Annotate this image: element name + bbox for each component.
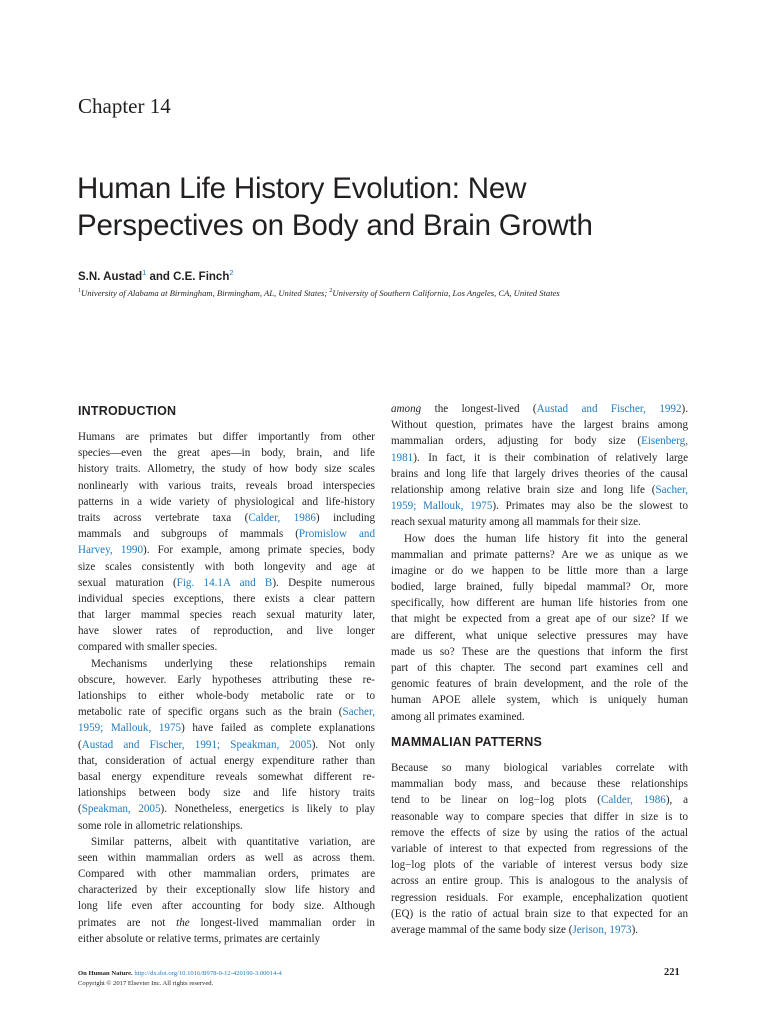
text-line [78,559,375,575]
body-text: long life even after accounting for body size. Although [78,900,375,913]
text-line [391,466,688,482]
body-text: Similar patterns, albeit with quantitative variation, are [91,835,375,848]
body-text: ( [78,738,82,751]
text-line [391,547,688,563]
citation-link[interactable]: Harvey, 1990 [78,544,144,557]
section-heading-mammalian-patterns: MAMMALIAN PATTERNS [391,735,543,749]
text-line [78,575,375,591]
text-line [391,514,688,530]
title-line: Perspectives on Body and Brain Growth [77,209,593,242]
citation-link[interactable]: Promislow and [298,528,375,541]
citation-link[interactable]: Austad and Fischer, 1991; Speakman, 2005 [81,738,312,751]
text-line [391,531,688,547]
body-text: brains and long life that largely drives theories of the causal [391,467,688,480]
citation-link[interactable]: Sacher, [342,706,375,719]
text-line [391,579,688,595]
body-text: characterized by their exceptionally slow life history and [78,884,375,897]
text-line [391,450,688,466]
text-line [78,785,375,801]
body-text: Without question, primates have the largest brains among [391,419,688,432]
body-text: ) including [315,511,376,524]
body-text: ). Not only [311,738,375,751]
text-line [391,482,688,498]
right-column-text-bottom [391,760,688,938]
body-text: relationship among relative brain size and long life ( [391,483,656,496]
body-text: mammals and subgroups of mammals ( [78,528,299,541]
text-line [78,591,375,607]
citation-link[interactable]: 1959; Mallouk, 1975 [78,722,182,735]
text-line [391,841,688,857]
text-line [78,526,375,542]
affiliation-marker: 2 [329,288,333,295]
text-line [78,737,375,753]
body-text: log−log plots of the variable of interest versus body size [391,859,688,872]
body-text: traits across vertebrate taxa ( [78,511,249,524]
emphasis-text: the [176,916,190,929]
body-text: lationships to either whole-body metabolic rate or to [78,690,375,702]
text-line [391,628,688,644]
text-line [391,417,688,433]
text-line [78,915,375,931]
text-line [78,818,375,834]
body-text: reach sexual maturity among all mammals for their size. [391,516,641,529]
text-line [78,672,375,688]
body-text: some role in allometric relationships. [78,819,243,832]
body-text: Humans are primates but differ importantly from other [78,431,375,443]
body-text: ( [78,803,82,816]
citation-link[interactable]: 1981 [391,451,414,464]
right-column-text-top [391,401,688,725]
body-text: across an entire group. This is analogous to the analysis of [391,875,688,888]
text-line [78,639,375,655]
text-line [78,850,375,866]
text-line [78,542,375,558]
text-line [391,660,688,676]
text-line [78,834,375,850]
body-text: mammalian and primate patterns? Are we as unique as we [391,548,688,561]
body-text: human APOE allele system, which is uniquely human [391,694,688,707]
body-text: size scales consistently with both longevity and age at [78,560,375,573]
body-text: seen within mammalian orders as well as across them. [78,851,375,864]
text-line [78,607,375,623]
body-text: species—even the great apes—in body, brain, and life [78,447,375,460]
body-text: are different, what unique selective pressures may have [391,629,688,642]
body-text: (EQ) is the ratio of actual brain size to that expected for an [391,907,688,920]
body-text: sexual maturation ( [78,576,177,589]
footer-book-line [78,969,282,979]
citation-link[interactable]: 1959; Mallouk, 1975 [391,500,493,513]
footer-citation [78,969,282,989]
footer-copyright: Copyright © 2017 Elsevier Inc. All rights reserved. [78,980,214,987]
body-text: Compared with other mammalian orders, primates are [78,868,375,881]
body-text: ). For example, among primate species, body [143,544,375,557]
text-line [391,709,688,725]
author-affiliation-marker[interactable]: 1 [142,268,147,277]
body-text: genomic features of brain development, and the role of the [391,678,688,691]
body-text: variable of interest to that expected from regressions of the [391,842,688,855]
text-line [391,857,688,873]
body-text: part of this chapter. The second part examines cell and [391,662,688,674]
body-text: tend to be linear on log−log plots ( [391,794,601,807]
text-line [78,478,375,494]
text-line [78,866,375,882]
body-text: mammalian orders, adjusting for body size ( [391,435,642,448]
body-text: reasonable way to compare species that differ in size is to [391,810,688,823]
chapter-label: Chapter 14 [78,94,171,118]
citation-link[interactable]: Speakman, 2005 [81,803,161,816]
body-text: remove the effects of size by using the ratios of the actual [391,826,688,839]
body-text: history traits. Allometry, the study of how body size scales [78,463,375,476]
body-text: mammalian body mass, and because these relationships [391,778,688,791]
body-text: ). In fact, it is their combination of relatively large [413,451,688,464]
body-text: bodied, large brained, fully bipedal mammal? Or, more [391,581,688,594]
text-line [78,494,375,510]
body-text: that might be expected from a great ape of our size? If we [391,613,688,626]
text-line [78,769,375,785]
section-heading-introduction: INTRODUCTION [78,404,177,418]
citation-link[interactable]: Sacher, [655,483,688,496]
text-line [391,644,688,660]
body-text: ). Nonetheless, energetics is likely to play [160,803,376,816]
text-line [391,890,688,906]
text-line [391,692,688,708]
affiliation-marker: 1 [78,288,81,295]
text-line [391,401,688,417]
body-text: have slower rates of reproduction, and live longer [78,625,375,638]
text-line [391,906,688,922]
text-line [391,776,688,792]
body-text: among all primates examined. [391,710,525,723]
citation-link[interactable]: Jerison, 1973 [572,923,632,936]
text-line [78,882,375,898]
citation-link[interactable]: Fig. 14.1A and B [176,576,273,589]
body-text: either absolute or relative terms, primates are certainly [78,932,321,945]
body-text: the longest-lived ( [421,403,537,415]
text-line [78,898,375,914]
body-text: compared with smaller species. [78,641,218,654]
text-line [391,792,688,808]
footer-book-title: On Human Nature. [78,970,133,977]
text-line [391,676,688,692]
text-line [391,809,688,825]
text-line [391,498,688,514]
author-list [78,268,234,283]
text-line [78,931,375,947]
body-text: ). Despite numerous [272,576,376,589]
text-line [391,433,688,449]
text-line [391,563,688,579]
text-line [391,873,688,889]
body-text: primates are not [78,916,177,929]
body-text: lationships between body size and life history traits [78,787,375,800]
body-text: imagine or do we happen to be little more than a large [391,564,688,577]
body-text: that, consideration of actual energy expenditure rather than [78,754,375,767]
author-name: S.N. Austad [78,270,143,283]
emphasis-text: among [391,403,422,415]
author-conjunction: and [146,270,174,283]
body-text: metabolic rate of specific organs such as the brain ( [78,706,343,719]
body-text: that larger mammal species reach sexual maturity later, [78,609,375,622]
author-affiliation-marker[interactable]: 2 [229,268,234,277]
text-line [78,720,375,736]
text-line [78,753,375,769]
page-number: 221 [664,967,680,978]
body-text: ), a [665,794,688,807]
text-line [78,461,375,477]
body-text: regression residuals. For example, encephalization quotient [391,891,688,904]
body-text: Mechanisms underlying these relationships remain [91,657,375,670]
body-text: ). Primates may also be the slowest to [492,500,688,513]
body-text: basal energy expenditure reveals somewhat different re- [78,770,375,783]
text-line [78,688,375,704]
doi-link[interactable]: http://dx.doi.org/10.1016/B978-0-12-420190-3.00014-4 [134,970,282,977]
text-line [391,760,688,776]
text-line [78,429,375,445]
chapter-title [77,170,717,244]
body-text: made us so? These are the questions that inform the first [391,645,688,658]
affiliation-text: University of Southern California, Los Angeles, CA, United States [332,288,560,298]
body-text: ). [631,923,639,936]
text-line [391,922,688,938]
text-line [391,611,688,627]
body-text: nonlinearly with various traits, reveals broad interspecies [78,479,375,492]
citation-link[interactable]: Eisenberg, [641,435,688,448]
affiliations [78,288,560,298]
text-line [78,510,375,526]
title-line: Human Life History Evolution: New [77,172,527,205]
citation-link[interactable]: Austad and Fischer, 1992 [536,403,682,415]
citation-link[interactable]: Calder, 1986 [248,511,316,524]
affiliation-text: University of Alabama at Birmingham, Birmingham, AL, United States; [81,288,330,298]
left-column-text [78,429,375,947]
author-name: C.E. Finch [173,270,230,283]
body-text: obscure, however. Early hypotheses attributing these re- [78,673,375,686]
citation-link[interactable]: Calder, 1986 [600,794,666,807]
body-text: individual species exceptions, there exists a clear pattern [78,592,375,605]
body-text: average mammal of the same body size ( [391,923,573,936]
text-line [78,623,375,639]
body-text: ). [681,403,688,415]
text-line [78,801,375,817]
body-text: ) have failed as complete explanations [181,722,375,735]
body-text: How does the human life history fit into the general [404,532,688,545]
text-line [78,656,375,672]
text-line [78,704,375,720]
body-text: longest-lived mammalian order in [189,916,375,929]
text-line [78,445,375,461]
body-text: specifically, how different are human life histories from one [391,597,688,610]
body-text: patterns in a wide variety of physiological and life-history [78,495,375,508]
body-text: Because so many biological variables correlate with [391,762,688,774]
text-line [391,825,688,841]
text-line [391,595,688,611]
